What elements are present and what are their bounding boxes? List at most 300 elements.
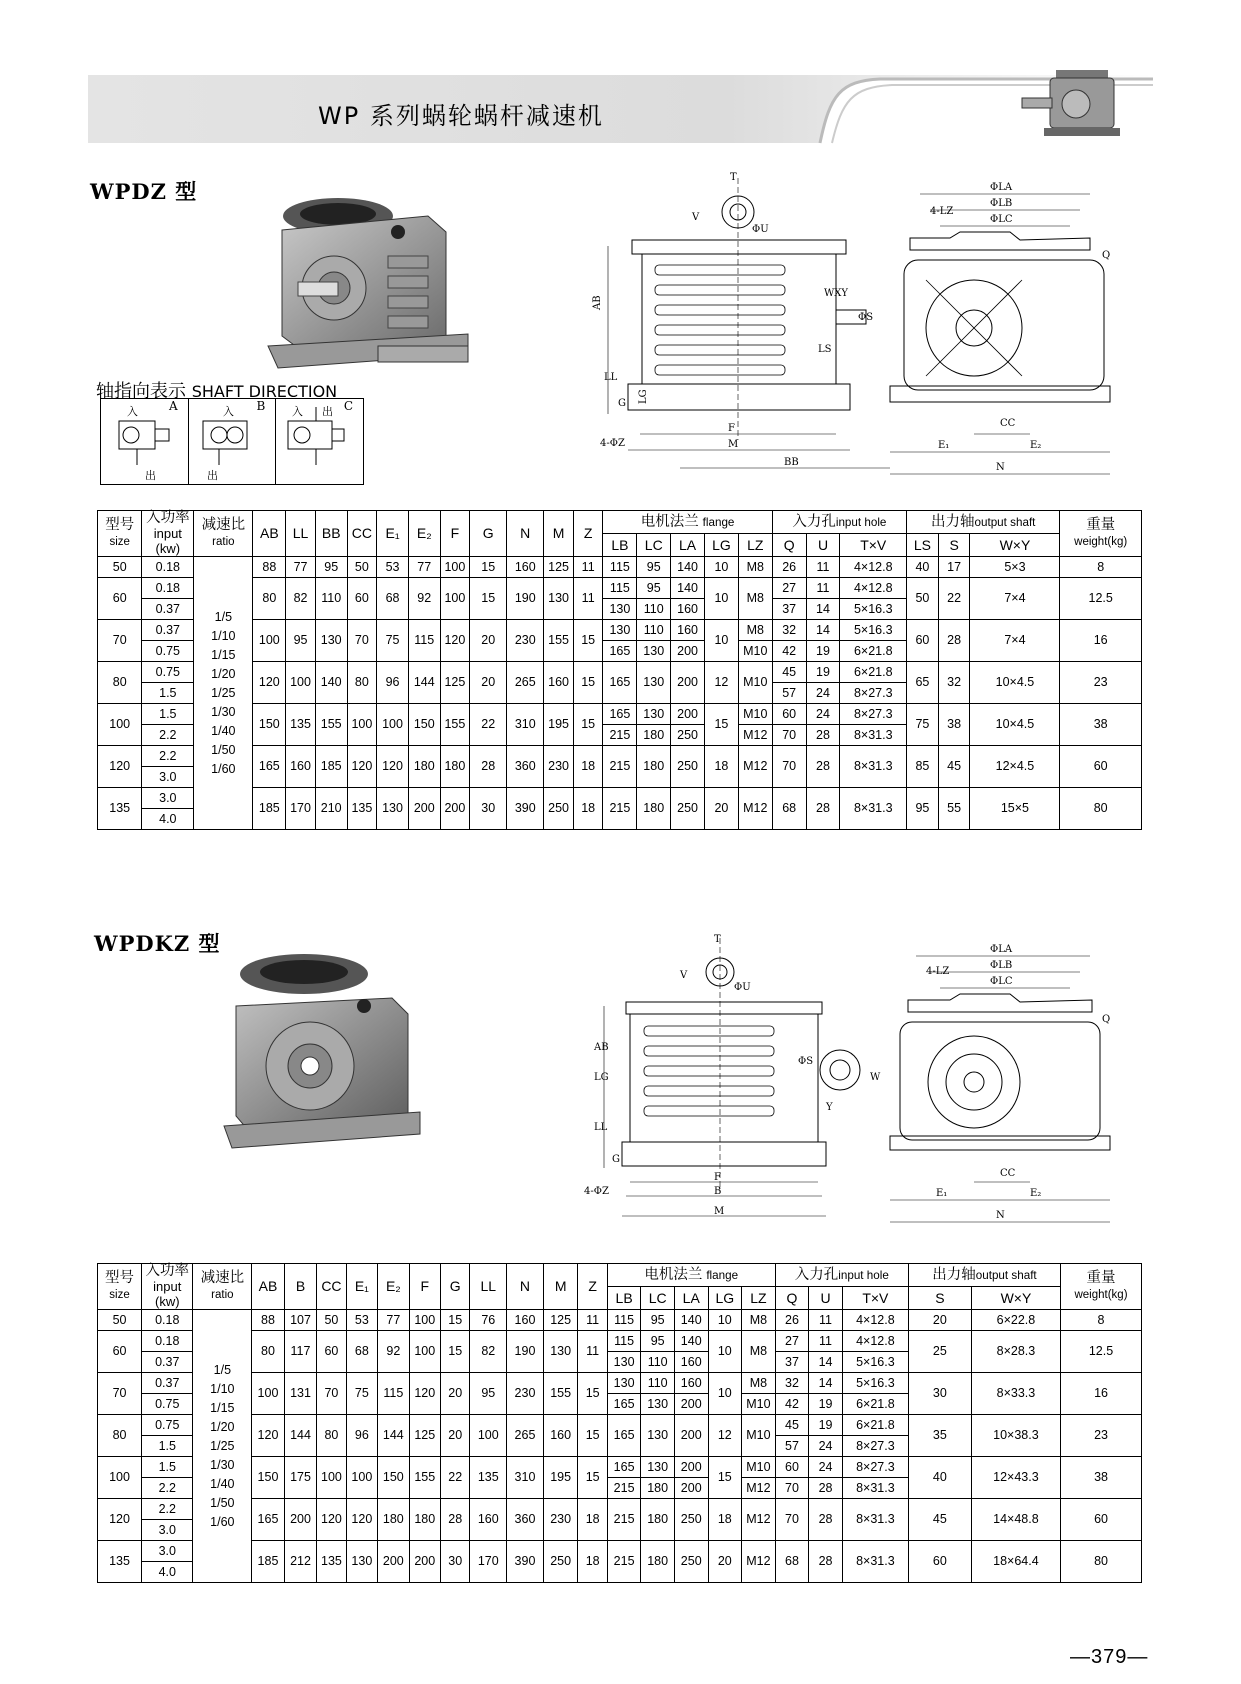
cell-dim: 210: [315, 788, 347, 830]
label-f: F: [728, 423, 735, 434]
cell-shaft: 10×38.3: [971, 1415, 1060, 1457]
cell-dim: 18: [578, 1499, 607, 1541]
cell-flange: 165: [607, 1415, 641, 1457]
cell-flange: 215: [603, 725, 637, 746]
cell-hole: 8×31.3: [840, 725, 907, 746]
cell-flange: 200: [674, 1457, 708, 1478]
cell-flange: 180: [641, 1478, 675, 1499]
cell-dim: 140: [315, 662, 347, 704]
th-input: [142, 1264, 193, 1310]
ratio-value: 1/60: [210, 1514, 235, 1529]
cell-dim: 160: [544, 662, 574, 704]
cell-size: 80: [98, 1415, 142, 1457]
label-s2: ΦS: [798, 1056, 814, 1067]
cell-dim: 265: [507, 662, 544, 704]
cell-dim: 28: [441, 1499, 470, 1541]
label-z2: 4-ΦZ: [584, 1186, 609, 1197]
cell-flange: 180: [637, 746, 671, 788]
cell-shaft: 18×64.4: [971, 1541, 1060, 1583]
cell-dim: 180: [409, 1499, 440, 1541]
ratio-value: 1/30: [211, 704, 236, 719]
ratio-value: 1/30: [210, 1457, 235, 1472]
th-size-cn: 型号: [105, 516, 135, 533]
cell-dim: 96: [377, 662, 409, 704]
th-hole-col: U: [809, 1287, 843, 1310]
shaft-direction-b: [189, 399, 277, 484]
label-u2: ΦU: [734, 982, 751, 993]
th-flange-col: LG: [708, 1287, 742, 1310]
cell-shaft: 85: [907, 746, 939, 788]
cell-dim: 77: [378, 1310, 409, 1331]
cell-dim: 110: [315, 578, 347, 620]
shaft-a-in: 入: [127, 405, 138, 418]
th-dim: G: [470, 511, 507, 557]
cell-flange: 110: [641, 1352, 675, 1373]
cell-flange: 140: [671, 557, 705, 578]
cell-size: 50: [98, 1310, 142, 1331]
cell-hole: 26: [775, 1310, 809, 1331]
cell-dim: 200: [409, 1541, 440, 1583]
th-output-shaft: [907, 511, 1060, 534]
cell-weight: 38: [1061, 1457, 1142, 1499]
cell-weight: 16: [1061, 1373, 1142, 1415]
cell-dim: 185: [253, 788, 286, 830]
cell-dim: 360: [507, 1499, 544, 1541]
label-m2: M: [714, 1206, 725, 1217]
header-product-image: [1016, 62, 1151, 142]
label-la: ΦLA: [990, 182, 1013, 193]
label-q: Q: [1102, 250, 1111, 261]
cell-dim: 100: [409, 1310, 440, 1331]
cell-weight: 38: [1060, 704, 1142, 746]
cell-hole: 14: [809, 1352, 843, 1373]
cell-flange: 165: [607, 1394, 641, 1415]
cell-flange: 200: [671, 662, 705, 704]
th-dim: Z: [573, 511, 603, 557]
cell-weight: 80: [1060, 788, 1142, 830]
th-flange-col: LZ: [738, 534, 772, 557]
table-row: [98, 788, 1142, 809]
label-lg2: LG: [594, 1072, 609, 1083]
cell-input-kw: 0.75: [142, 1394, 193, 1415]
cell-dim: 155: [409, 1457, 440, 1499]
cell-lg: 10: [705, 557, 739, 578]
th-dim: CC: [347, 511, 377, 557]
cell-hole: 28: [809, 1499, 843, 1541]
cell-hole: 68: [772, 788, 806, 830]
cell-lz: M12: [742, 1541, 776, 1583]
cell-dim: 155: [543, 1373, 578, 1415]
cell-input-kw: 3.0: [142, 788, 194, 809]
cell-dim: 120: [346, 1499, 377, 1541]
cell-flange: 200: [674, 1478, 708, 1499]
cell-dim: 265: [507, 1415, 544, 1457]
cell-shaft: 7×4: [970, 620, 1060, 662]
label-y2: Y: [826, 1102, 833, 1113]
cell-dim: 22: [441, 1457, 470, 1499]
cell-weight: 60: [1060, 746, 1142, 788]
th-hole-cn: 入力孔: [792, 514, 836, 530]
cell-dim: 100: [253, 620, 286, 662]
cell-shaft: 17: [938, 557, 970, 578]
cell-dim: 144: [408, 662, 440, 704]
cell-dim: 88: [252, 1310, 285, 1331]
cell-hole: 60: [775, 1457, 809, 1478]
ratio-value: 1/10: [210, 1381, 235, 1396]
cell-dim: 165: [253, 746, 286, 788]
cell-dim: 50: [347, 557, 377, 578]
cell-dim: 125: [440, 662, 470, 704]
cell-hole: 70: [772, 725, 806, 746]
th-shaft-en: output shaft: [975, 1269, 1037, 1282]
cell-dim: 60: [347, 578, 377, 620]
cell-dim: 170: [286, 788, 316, 830]
cell-hole: 45: [775, 1415, 809, 1436]
th-dim: F: [409, 1264, 440, 1310]
cell-input-kw: 0.75: [142, 662, 194, 683]
cell-dim: 82: [286, 578, 316, 620]
cell-lz: M10: [738, 704, 772, 725]
cell-size: 135: [98, 788, 142, 830]
th-flange-col: LB: [603, 534, 637, 557]
cell-hole: 11: [806, 578, 840, 599]
cell-dim: 190: [507, 1331, 544, 1373]
table-row: [98, 557, 1142, 578]
cell-dim: 15: [573, 704, 603, 746]
cell-shaft: 5×3: [970, 557, 1060, 578]
label-lg: LG: [638, 389, 649, 404]
cell-lg: 10: [708, 1310, 742, 1331]
cell-flange: 95: [641, 1331, 675, 1352]
label-ab: AB: [592, 295, 603, 310]
cell-flange: 215: [603, 788, 637, 830]
cell-dim: 107: [284, 1310, 317, 1331]
cell-shaft: 28: [938, 620, 970, 662]
th-input-cn: 入功率: [146, 510, 190, 526]
wpdkz-title: WPDKZ 型: [94, 931, 221, 956]
cell-hole: 37: [775, 1352, 809, 1373]
wpdz-product-photo: [268, 196, 478, 392]
label-cc: CC: [1000, 418, 1016, 429]
cell-size: 120: [98, 746, 142, 788]
cell-lg: 15: [708, 1457, 742, 1499]
cell-dim: 100: [346, 1457, 377, 1499]
cell-dim: 95: [286, 620, 316, 662]
shaft-a-out: 出: [145, 469, 156, 482]
cell-hole: 8×27.3: [840, 704, 907, 725]
cell-shaft: 14×48.8: [971, 1499, 1060, 1541]
cell-dim: 310: [507, 1457, 544, 1499]
cell-size: 60: [98, 578, 142, 620]
cell-flange: 110: [641, 1373, 675, 1394]
label-v2: V: [680, 970, 688, 981]
cell-shaft: 55: [938, 788, 970, 830]
cell-flange: 130: [637, 662, 671, 704]
cell-dim: 212: [284, 1541, 317, 1583]
cell-flange: 110: [637, 620, 671, 641]
cell-flange: 130: [641, 1457, 675, 1478]
cell-shaft: 7×4: [970, 578, 1060, 620]
cell-dim: 195: [543, 1457, 578, 1499]
cell-flange: 130: [603, 599, 637, 620]
cell-size: 100: [98, 1457, 142, 1499]
cell-flange: 250: [674, 1541, 708, 1583]
cell-input-kw: 4.0: [142, 1562, 193, 1583]
label-n: N: [996, 462, 1005, 473]
th-dim: LL: [470, 1264, 507, 1310]
shaft-b-out: 出: [206, 469, 218, 482]
ratio-value: 1/20: [210, 1419, 235, 1434]
cell-hole: 5×16.3: [842, 1373, 908, 1394]
cell-shaft: 10×4.5: [970, 662, 1060, 704]
cell-lg: 10: [705, 620, 739, 662]
cell-dim: 190: [507, 578, 544, 620]
cell-input-kw: 0.18: [142, 1310, 193, 1331]
cell-lg: 12: [708, 1415, 742, 1457]
th-input-unit: (kw): [155, 541, 181, 556]
cell-hole: 19: [809, 1394, 843, 1415]
cell-lz: M12: [742, 1478, 776, 1499]
page-title: WP 系列蜗轮蜗杆减速机: [318, 102, 604, 130]
cell-dim: 130: [543, 1331, 578, 1373]
cell-dim: 125: [544, 557, 574, 578]
th-hole-en: input hole: [835, 516, 887, 529]
cell-dim: 100: [286, 662, 316, 704]
th-input-en: input: [153, 526, 182, 541]
cell-input-kw: 0.37: [142, 1352, 193, 1373]
cell-dim: 155: [315, 704, 347, 746]
wpdz-spec-table: [97, 510, 1142, 830]
cell-dim: 20: [441, 1373, 470, 1415]
shaft-direction-title-en: SHAFT DIRECTION: [191, 382, 338, 401]
th-dim: AB: [252, 1264, 285, 1310]
cell-dim: 53: [377, 557, 409, 578]
label-lc: ΦLC: [990, 214, 1013, 225]
cell-dim: 92: [408, 578, 440, 620]
cell-dim: 82: [470, 1331, 507, 1373]
cell-shaft: 40: [907, 557, 939, 578]
cell-shaft: 45: [908, 1499, 971, 1541]
cell-hole: 57: [772, 683, 806, 704]
cell-input-kw: 0.37: [142, 1373, 193, 1394]
cell-lz: M12: [742, 1499, 776, 1541]
cell-flange: 130: [641, 1394, 675, 1415]
cell-weight: 12.5: [1061, 1331, 1142, 1373]
cell-dim: 100: [440, 578, 470, 620]
cell-dim: 150: [378, 1457, 409, 1499]
cell-flange: 250: [671, 746, 705, 788]
cell-dim: 80: [347, 662, 377, 704]
cell-dim: 100: [409, 1331, 440, 1373]
cell-hole: 28: [806, 746, 840, 788]
cell-dim: 200: [378, 1541, 409, 1583]
label-b2: B: [714, 1186, 722, 1197]
cell-dim: 155: [440, 704, 470, 746]
wpdkz-product-photo: [224, 950, 424, 1160]
label-t: T: [730, 172, 737, 183]
cell-flange: 95: [637, 557, 671, 578]
cell-dim: 195: [544, 704, 574, 746]
cell-dim: 15: [578, 1415, 607, 1457]
th-input-en: input: [153, 1279, 182, 1294]
cell-hole: 70: [775, 1478, 809, 1499]
cell-dim: 117: [284, 1331, 317, 1373]
shaft-direction-b-label: B: [256, 399, 266, 413]
cell-dim: 18: [573, 788, 603, 830]
th-flange: [607, 1264, 775, 1287]
cell-input-kw: 1.5: [142, 1457, 193, 1478]
cell-weight: 23: [1060, 662, 1142, 704]
cell-flange: 180: [637, 725, 671, 746]
cell-flange: 215: [607, 1478, 641, 1499]
cell-lz: M10: [738, 641, 772, 662]
cell-lz: M12: [738, 746, 772, 788]
cell-shaft: 40: [908, 1457, 971, 1499]
th-size-en: size: [109, 1288, 130, 1301]
cell-dim: 80: [252, 1331, 285, 1373]
cell-flange: 180: [641, 1499, 675, 1541]
cell-flange: 110: [637, 599, 671, 620]
cell-input-kw: 0.75: [142, 1415, 193, 1436]
cell-dim: 144: [284, 1415, 317, 1457]
ratio-value: 1/60: [211, 761, 236, 776]
cell-flange: 180: [641, 1541, 675, 1583]
th-size-cn: 型号: [105, 1269, 135, 1286]
cell-dim: 18: [573, 746, 603, 788]
cell-hole: 28: [806, 788, 840, 830]
th-flange-col: LC: [637, 534, 671, 557]
cell-dim: 120: [377, 746, 409, 788]
ratio-value: 1/50: [211, 742, 236, 757]
cell-dim: 165: [252, 1499, 285, 1541]
wpdz-front-drawing: [890, 180, 1120, 480]
shaft-b-in: 入: [222, 405, 234, 418]
cell-dim: 200: [284, 1499, 317, 1541]
cell-input-kw: 0.18: [142, 1331, 193, 1352]
cell-dim: 11: [573, 578, 603, 620]
table-row: [98, 1457, 1142, 1478]
cell-dim: 135: [317, 1541, 346, 1583]
cell-dim: 175: [284, 1457, 317, 1499]
cell-dim: 100: [470, 1415, 507, 1457]
th-dim: E₁: [377, 511, 409, 557]
cell-hole: 37: [772, 599, 806, 620]
th-weight: [1061, 1264, 1142, 1310]
cell-hole: 8×31.3: [842, 1478, 908, 1499]
cell-lg: 10: [708, 1331, 742, 1373]
cell-dim: 120: [253, 662, 286, 704]
cell-weight: 60: [1061, 1499, 1142, 1541]
cell-hole: 6×21.8: [840, 641, 907, 662]
th-hole-col: U: [806, 534, 840, 557]
th-dim: LL: [286, 511, 316, 557]
cell-flange: 130: [641, 1415, 675, 1457]
cell-dim: 125: [409, 1415, 440, 1457]
cell-flange: 160: [674, 1373, 708, 1394]
cell-dim: 68: [346, 1331, 377, 1373]
th-shaft-col: LS: [907, 534, 939, 557]
cell-dim: 160: [286, 746, 316, 788]
cell-flange: 140: [671, 578, 705, 599]
cell-flange: 95: [641, 1310, 675, 1331]
cell-dim: 185: [315, 746, 347, 788]
cell-hole: 11: [809, 1331, 843, 1352]
cell-dim: 77: [408, 557, 440, 578]
th-dim: F: [440, 511, 470, 557]
cell-dim: 60: [317, 1331, 346, 1373]
cell-dim: 160: [507, 557, 544, 578]
cell-dim: 150: [252, 1457, 285, 1499]
cell-dim: 22: [470, 704, 507, 746]
cell-dim: 30: [470, 788, 507, 830]
th-shaft-col: W×Y: [970, 534, 1060, 557]
th-dim: CC: [317, 1264, 346, 1310]
th-size-en: size: [109, 535, 130, 548]
th-ratio: [193, 1264, 252, 1310]
cell-lz: M10: [742, 1394, 776, 1415]
cell-hole: 6×21.8: [840, 662, 907, 683]
cell-shaft: 30: [908, 1373, 971, 1415]
cell-weight: 16: [1060, 620, 1142, 662]
cell-dim: 95: [470, 1373, 507, 1415]
cell-hole: 42: [772, 641, 806, 662]
cell-hole: 42: [775, 1394, 809, 1415]
th-hole-en: input hole: [838, 1269, 889, 1282]
cell-dim: 88: [253, 557, 286, 578]
th-flange-col: LG: [705, 534, 739, 557]
th-hole-col: T×V: [840, 534, 907, 557]
th-flange-col: LA: [674, 1287, 708, 1310]
cell-hole: 8×31.3: [842, 1541, 908, 1583]
label-bb: BB: [784, 457, 799, 468]
shaft-c-in: 入: [292, 405, 304, 418]
cell-shaft: 15×5: [970, 788, 1060, 830]
cell-lz: M10: [742, 1415, 776, 1457]
cell-dim: 180: [440, 746, 470, 788]
cell-lg: 10: [708, 1373, 742, 1415]
cell-dim: 310: [507, 704, 544, 746]
cell-size: 100: [98, 704, 142, 746]
cell-dim: 180: [378, 1499, 409, 1541]
cell-lz: M8: [742, 1331, 776, 1373]
cell-hole: 8×27.3: [840, 683, 907, 704]
cell-input-kw: 1.5: [142, 704, 194, 725]
ratio-value: 1/50: [210, 1495, 235, 1510]
shaft-direction-diagram: [100, 398, 364, 485]
cell-hole: 8×31.3: [840, 788, 907, 830]
cell-dim: 115: [378, 1373, 409, 1415]
cell-lz: M12: [738, 725, 772, 746]
label-ll: LL: [604, 372, 618, 383]
label-v: V: [692, 212, 700, 223]
cell-input-kw: 2.2: [142, 725, 194, 746]
cell-dim: 160: [470, 1499, 507, 1541]
cell-hole: 6×21.8: [842, 1415, 908, 1436]
cell-shaft: 50: [907, 578, 939, 620]
cell-shaft: 95: [907, 788, 939, 830]
cell-input-kw: 3.0: [142, 1520, 193, 1541]
table-row: [98, 662, 1142, 683]
th-weight-en: weight(kg): [1074, 535, 1128, 548]
th-shaft-cn: 出力轴: [931, 514, 975, 530]
cell-lg: 20: [708, 1541, 742, 1583]
cell-dim: 230: [507, 1373, 544, 1415]
cell-size: 50: [98, 557, 142, 578]
cell-flange: 215: [607, 1499, 641, 1541]
cell-shaft: 22: [938, 578, 970, 620]
cell-dim: 130: [315, 620, 347, 662]
cell-shaft: 65: [907, 662, 939, 704]
